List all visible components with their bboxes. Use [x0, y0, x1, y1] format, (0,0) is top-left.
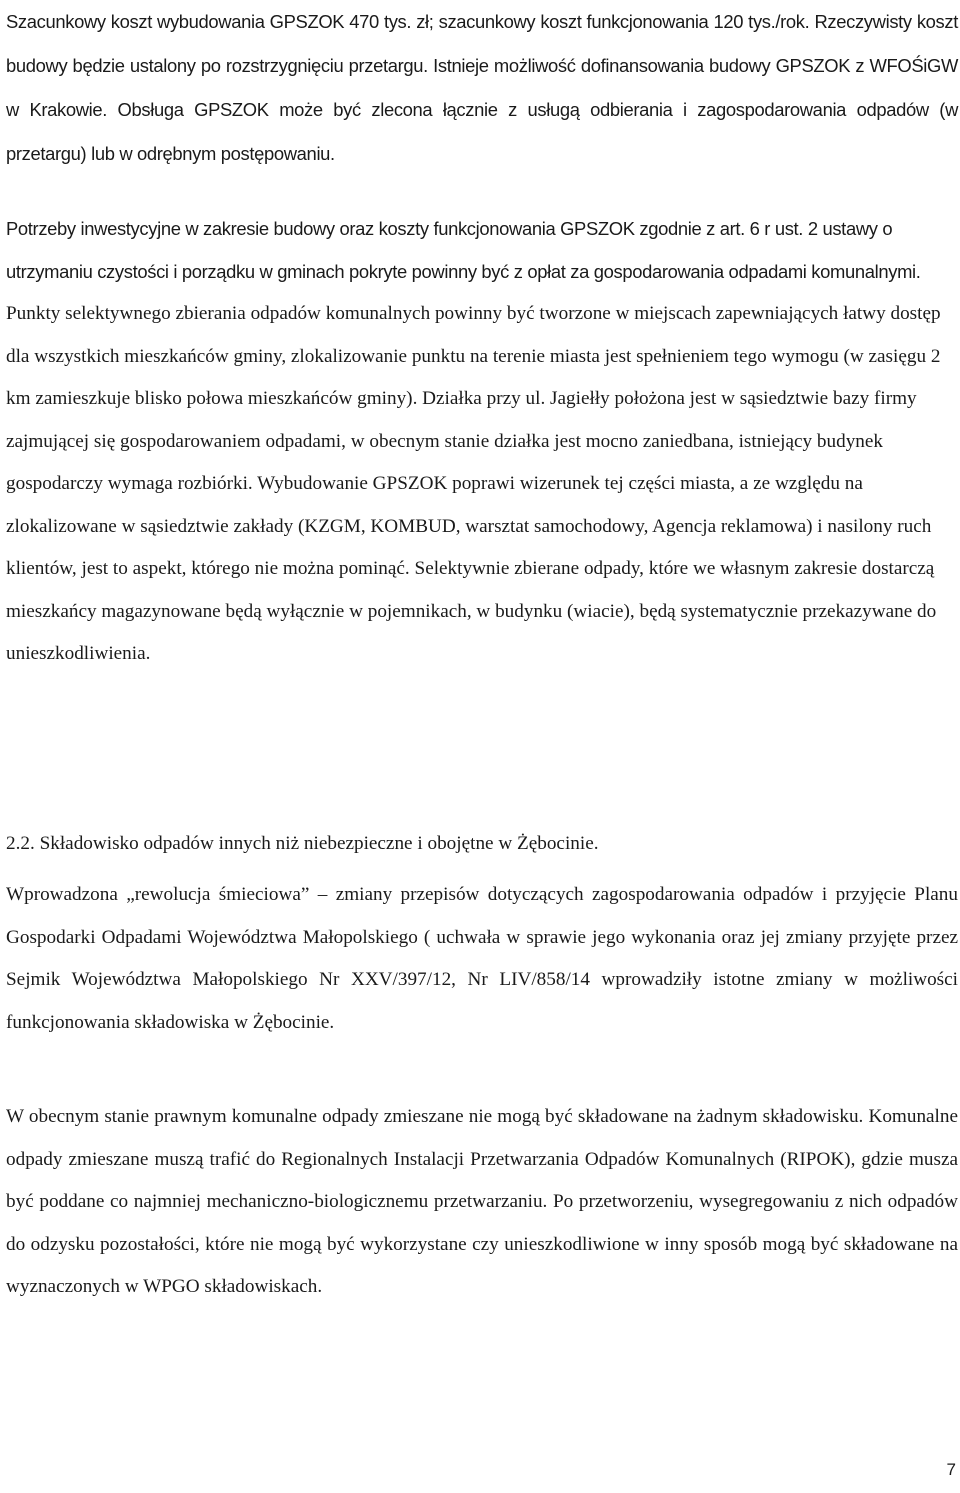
paragraph-investment-needs [6, 208, 958, 676]
section-heading: 2.2. Składowisko odpadów innych niż niebezpieczne i obojętne w Żębocinie. [6, 833, 599, 854]
paragraph-waste-revolution: Wprowadzona „rewolucja śmieciowa” – zmiany przepisów dotyczących zagospodarowania odpadów i przyjęcie Planu Gospodarki Odpadami Województwa Małopolskiego ( uchwała w sprawie jego wykonania oraz jej zmiany przyjęte przez Sejmik Województwa Małopolskiego Nr XXV/397/12, Nr LIV/858/14 wprowadziły istotne zmiany w możliwości funkcjonowania składowiska w Żębocinie. [6, 884, 958, 1033]
paragraph-legal-status: W obecnym stanie prawnym komunalne odpady zmieszane nie mogą być składowane na żadnym składowisku. Komunalne odpady zmieszane muszą trafić do Regionalnych Instalacji Przetwarzania Odpadów Komunalnych (RIPOK), gdzie musza być poddane co najmniej mechaniczno-biologicznemu przetwarzaniu. Po przetworzeniu, wysegregowaniu z nich odpadów do odzysku pozostałości, które nie mogą być wykorzystane czy unieszkodliwione w inny sposób mogą być składowane na wyznaczonych w WPGO składowiskach. [6, 1106, 958, 1297]
paragraph-investment-needs-part-a: Potrzeby inwestycyjne w zakresie budowy oraz koszty funkcjonowania GPSZOK zgodnie z art. 6 r ust. 2 ustawy o utrzymaniu czystości i porządku w gminach pokryte powinny być z opłat za gospodarowania odpadami komunalnymi. [6, 218, 921, 282]
paragraph-cost-estimate: Szacunkowy koszt wybudowania GPSZOK 470 tys. zł; szacunkowy koszt funkcjonowania 120 tys./rok. Rzeczywisty koszt budowy będzie ustalony po rozstrzygnięciu przetargu. Istnieje możliwość dofinansowania budowy GPSZOK z WFOŚiGW w Krakowie. Obsługa GPSZOK może być zlecona łącznie z usługą odbierania i zagospodarowania odpadów (w przetargu) lub w odrębnym postępowaniu. [6, 11, 958, 164]
page-number: 7 [946, 1460, 956, 1479]
paragraph-investment-needs-part-b: Punkty selektywnego zbierania odpadów komunalnych powinny być tworzone w miejscach zapewniających łatwy dostęp dla wszystkich mieszkańców gminy, zlokalizowanie punktu na terenie miasta jest spełnieniem tego wymogu (w zasięgu 2 km zamieszkuje blisko połowa mieszkańców gminy). Działka przy ul. Jagiełły położona jest w sąsiedztwie bazy firmy zajmującej się gospodarowaniem odpadami, w obecnym stanie działka jest mocno zaniedbana, istniejący budynek gospodarczy wymaga rozbiórki. Wybudowanie GPSZOK poprawi wizerunek tej części miasta, a ze względu na zlokalizowane w sąsiedztwie zakłady (KZGM, KOMBUD, warsztat samochodowy, Agencja reklamowa) i nasilony ruch klientów, jest to aspekt, którego nie można pominąć. Selektywnie zbierane odpady, które we własnym zakresie dostarczą mieszkańcy magazynowane będą wyłącznie w pojemnikach, w budynku (wiacie), będą systematycznie przekazywane do unieszkodliwienia. [6, 303, 941, 664]
